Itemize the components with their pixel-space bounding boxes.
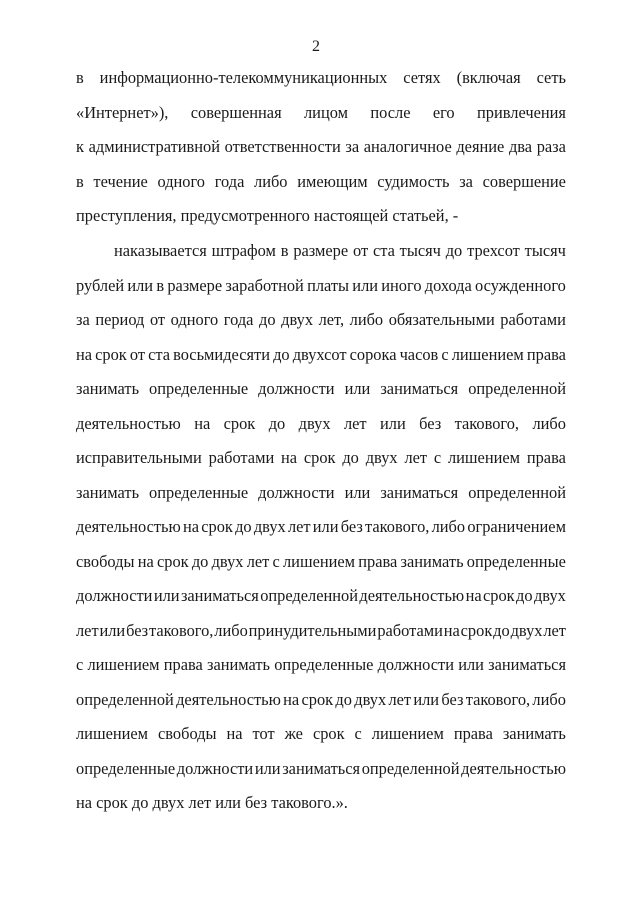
text-line: преступления, предусмотренного настоящей статьей, - bbox=[76, 206, 459, 225]
text-line: деятельностью на срок до двух лет или без такового, либо ограничением bbox=[76, 517, 566, 536]
text-line: лишением свободы на тот же срок с лишением права занимать bbox=[76, 724, 566, 743]
paragraph-offense-description bbox=[76, 61, 566, 234]
text-line: с лишением права занимать определенные должности или заниматься bbox=[76, 655, 566, 674]
text-line: к административной ответственности за аналогичное деяние два раза bbox=[76, 137, 566, 156]
paragraph-punishment bbox=[76, 234, 566, 821]
text-line: деятельностью на срок до двух лет или без такового, либо bbox=[76, 413, 566, 433]
text-line: свободы на срок до двух лет с лишением права занимать определенные bbox=[76, 551, 566, 571]
text-line: лет или без такового, либо принудительными работами на срок до двух лет bbox=[76, 620, 566, 640]
text-line: исправительными работами на срок до двух лет с лишением права bbox=[76, 448, 566, 467]
text-line: рублей или в размере заработной платы или иного дохода осужденного bbox=[76, 275, 566, 295]
text-line: наказывается штрафом в размере от ста тысяч до трехсот тысяч bbox=[114, 241, 566, 260]
text-line: занимать определенные должности или заниматься определенной bbox=[76, 379, 566, 398]
text-line: должности или заниматься определенной деятельностью на срок до двух bbox=[76, 586, 566, 605]
text-line: за период от одного года до двух лет, либо обязательными работами bbox=[76, 310, 566, 329]
text-line: на срок до двух лет или без такового.». bbox=[76, 793, 348, 812]
page-number: 2 bbox=[312, 38, 320, 55]
text-line: занимать определенные должности или заниматься определенной bbox=[76, 482, 566, 502]
text-line: определенной деятельностью на срок до двух лет или без такового, либо bbox=[76, 689, 566, 709]
text-line: на срок от ста восьмидесяти до двухсот сорока часов с лишением права bbox=[76, 344, 566, 364]
text-line: «Интернет»), совершенная лицом после его привлечения bbox=[76, 102, 566, 122]
text-line: в течение одного года либо имеющим судимость за совершение bbox=[76, 171, 566, 191]
text-line: определенные должности или заниматься определенной деятельностью bbox=[76, 758, 566, 778]
text-line: в информационно-телекоммуникационных сетях (включая сеть bbox=[76, 68, 566, 87]
